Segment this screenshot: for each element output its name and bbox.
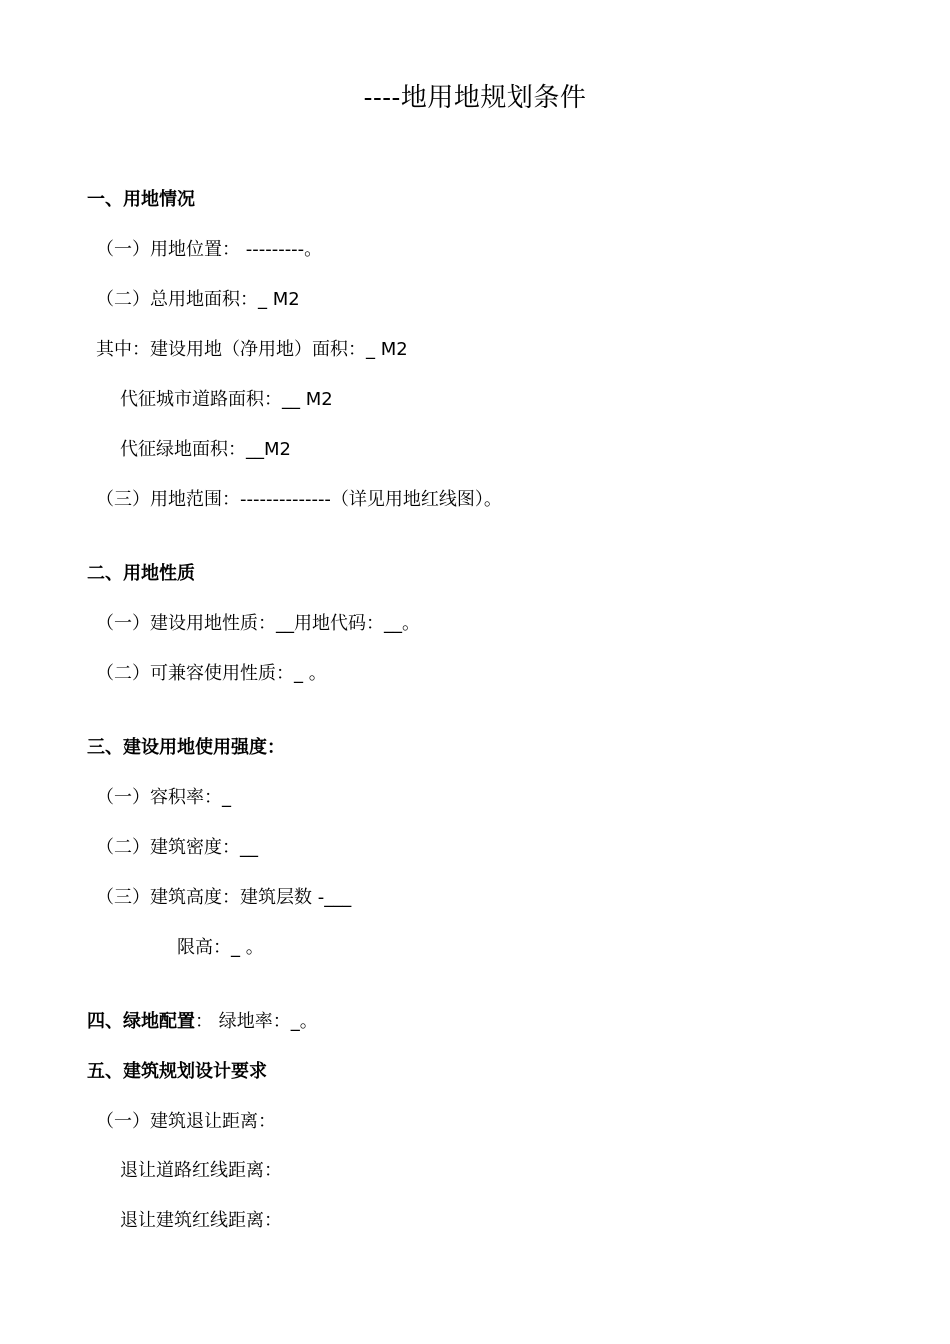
floor-area-ratio: （一）容积率：_ — [96, 787, 231, 808]
total-land-area: （二）总用地面积：_ M2 — [96, 289, 300, 310]
section-3-heading: 三、建设用地使用强度： — [87, 737, 285, 758]
setback-distance: （一）建筑退让距离： — [96, 1111, 276, 1132]
height-limit: 限高：_ 。 — [177, 937, 264, 958]
road-area: 代征城市道路面积：__ M2 — [120, 389, 333, 410]
building-density: （二）建筑密度：__ — [96, 837, 258, 858]
section-4-line — [87, 1009, 318, 1035]
green-land-area: 代征绿地面积：__M2 — [120, 439, 291, 460]
green-ratio: ： 绿地率：_。 — [195, 1011, 318, 1032]
building-setback: 退让建筑红线距离： — [120, 1210, 282, 1231]
road-setback: 退让道路红线距离： — [120, 1160, 282, 1181]
section-1-heading: 一、用地情况 — [87, 189, 195, 210]
page-title: ----地用地规划条件 — [363, 83, 587, 113]
building-height: （三）建筑高度：建筑层数 -___ — [96, 887, 352, 908]
section-5-heading: 五、建筑规划设计要求 — [87, 1061, 267, 1082]
section-2-heading: 二、用地性质 — [87, 563, 195, 584]
land-use-nature: （一）建设用地性质：__用地代码：__。 — [96, 613, 420, 634]
net-land-area: 其中：建设用地（净用地）面积：_ M2 — [96, 339, 408, 360]
land-range: （三）用地范围：--------------（详见用地红线图）。 — [96, 489, 502, 510]
land-location: （一）用地位置： ---------。 — [96, 239, 323, 260]
compatible-use: （二）可兼容使用性质：_ 。 — [96, 663, 327, 684]
section-4-heading: 四、绿地配置 — [87, 1011, 195, 1032]
